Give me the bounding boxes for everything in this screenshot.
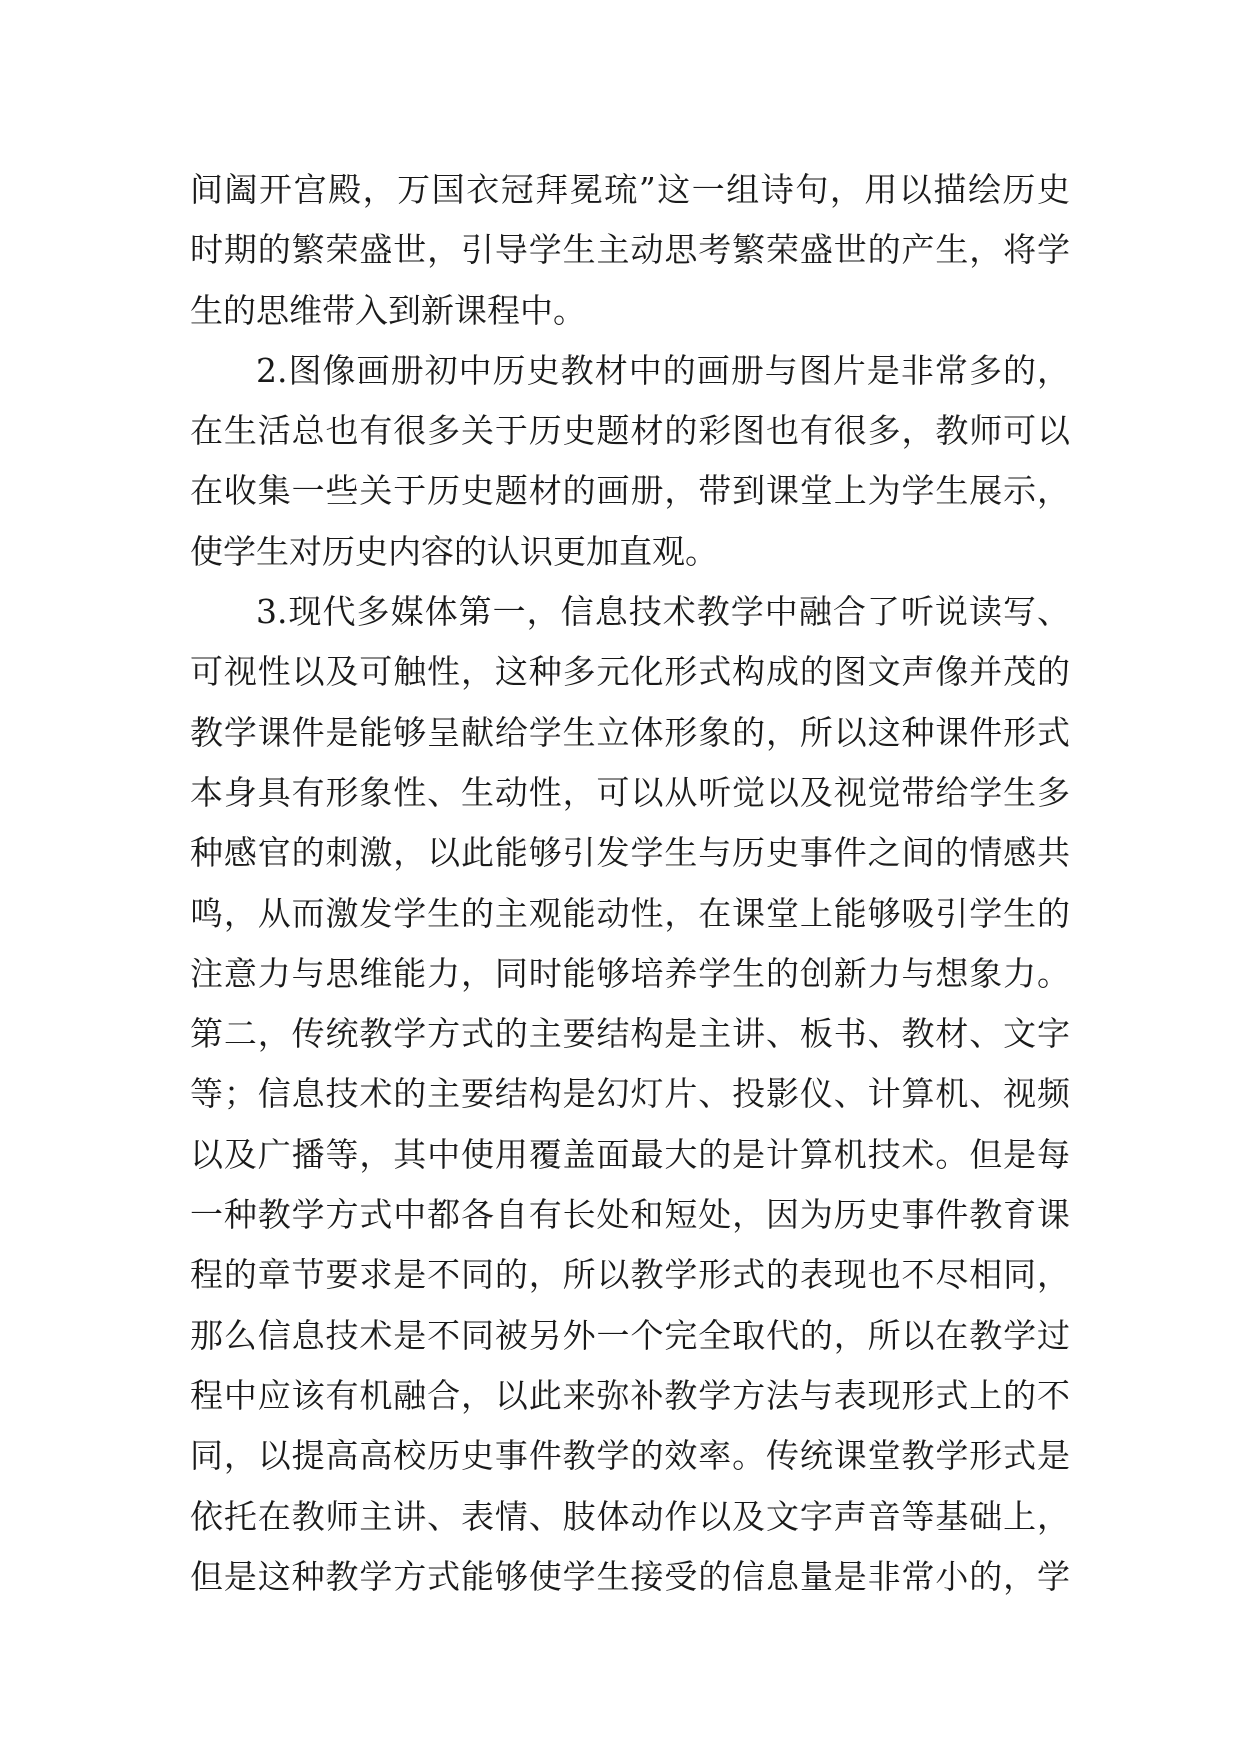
- text-line: 在生活总也有很多关于历史题材的彩图也有很多，教师可以: [190, 411, 1070, 451]
- text-line: 教学课件是能够呈献给学生立体形象的，所以这种课件形式: [190, 712, 1070, 752]
- text-line: 生的思维带入到新课程中。: [190, 290, 586, 330]
- text-line: 程中应该有机融合，以此来弥补教学方法与表现形式上的不: [190, 1375, 1070, 1415]
- text-line: 那么信息技术是不同被另外一个完全取代的，所以在教学过: [190, 1315, 1070, 1355]
- text-line: 等；信息技术的主要结构是幻灯片、投影仪、计算机、视频: [190, 1074, 1070, 1114]
- text-line: 可视性以及可触性，这种多元化形式构成的图文声像并茂的: [190, 652, 1070, 692]
- text-line: 3.现代多媒体第一，信息技术教学中融合了听说读写、: [256, 592, 1070, 632]
- body-text: [190, 160, 1070, 1607]
- text-line: 注意力与思维能力，同时能够培养学生的创新力与想象力。: [190, 953, 1070, 993]
- text-line: 种感官的刺激，以此能够引发学生与历史事件之间的情感共: [190, 833, 1070, 873]
- text-line: 在收集一些关于历史题材的画册，带到课堂上为学生展示，: [190, 471, 1070, 511]
- text-line: 2.图像画册初中历史教材中的画册与图片是非常多的，: [256, 350, 1070, 390]
- text-line: 时期的繁荣盛世，引导学生主动思考繁荣盛世的产生，将学: [190, 230, 1070, 270]
- text-line: 依托在教师主讲、表情、肢体动作以及文字声音等基础上，: [190, 1496, 1070, 1536]
- text-line: 本身具有形象性、生动性，可以从听觉以及视觉带给学生多: [190, 772, 1070, 812]
- text-line: 第二，传统教学方式的主要结构是主讲、板书、教材、文字: [190, 1014, 1070, 1054]
- text-line: 一种教学方式中都各自有长处和短处，因为历史事件教育课: [190, 1195, 1070, 1235]
- text-line: 但是这种教学方式能够使学生接受的信息量是非常小的，学: [190, 1556, 1070, 1596]
- text-line: 鸣，从而激发学生的主观能动性，在课堂上能够吸引学生的: [190, 893, 1070, 933]
- text-line: 使学生对历史内容的认识更加直观。: [190, 531, 718, 571]
- text-line: 间阖开宫殿，万国衣冠拜冕琉”这一组诗句，用以描绘历史: [190, 170, 1070, 209]
- text-line: 程的章节要求是不同的，所以教学形式的表现也不尽相同，: [190, 1255, 1070, 1295]
- text-line: 同，以提高高校历史事件教学的效率。传统课堂教学形式是: [190, 1436, 1070, 1476]
- text-line: 以及广播等，其中使用覆盖面最大的是计算机技术。但是每: [190, 1134, 1070, 1174]
